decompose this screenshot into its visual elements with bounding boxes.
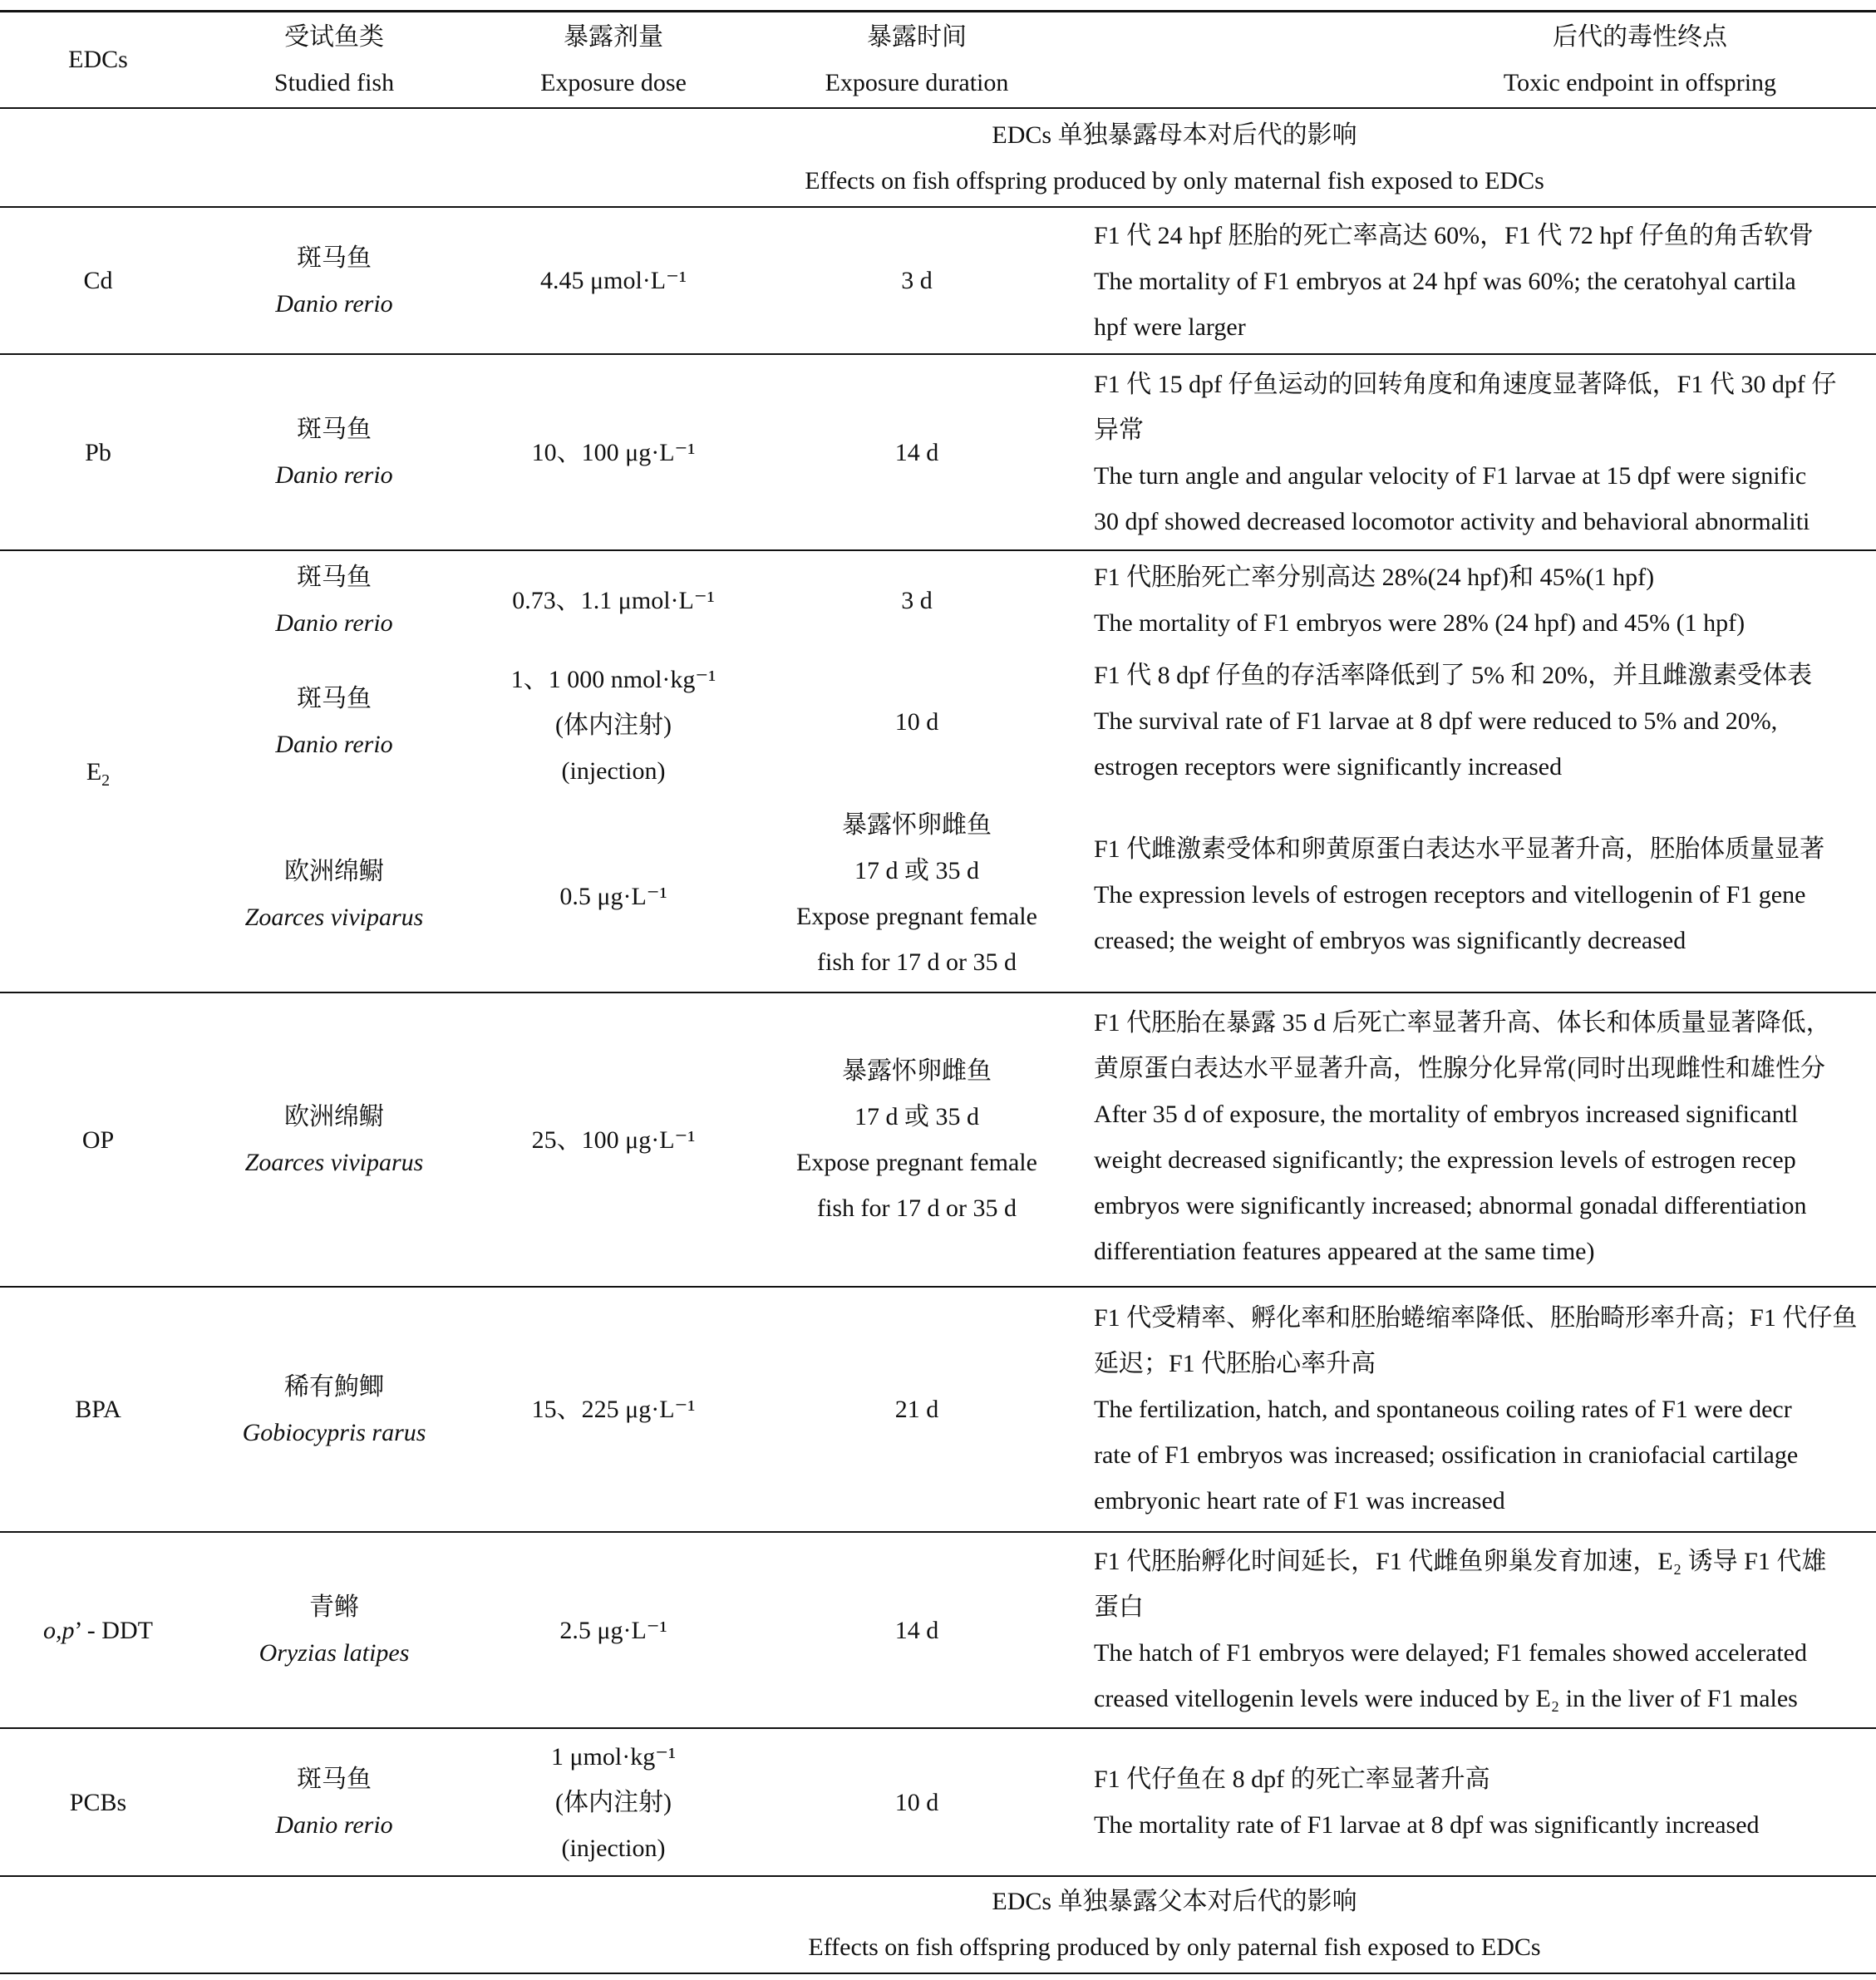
header-bottom-rule: [0, 107, 1876, 109]
row-rule-pb: [0, 549, 1876, 551]
table-bottom-rule: [0, 1973, 1876, 1974]
e2c-endpoint: F1 代雌激素受体和卵黄原蛋白表达水平显著升高，胚胎体质量显著 The expression levels of estrogen receptors and vitellogenin of F1 gene creased; the weight of embryos was significantly decreased: [1094, 835, 1825, 954]
header-edcs: EDCs: [68, 46, 128, 73]
pcbs-dose: 1 μmol·kg⁻¹ (体内注射) (injection): [550, 1742, 677, 1862]
header-studied-fish: 受试鱼类 Studied fish: [273, 23, 395, 96]
bpa-duration: 21 d: [894, 1396, 939, 1423]
header-exposure-dose: 暴露剂量 Exposure dose: [540, 23, 687, 96]
pcbs-fish: 斑马鱼 Danio rerio: [275, 1766, 393, 1839]
pcbs-endpoint: F1 代仔鱼在 8 dpf 的死亡率显著升高 The mortality rate of F1 larvae at 8 dpf was significantly increased: [1094, 1766, 1760, 1839]
op-fish: 欧洲绵鳚 Zoarces viviparus: [244, 1103, 424, 1176]
op-dose: 25、100 μg·L⁻¹: [531, 1125, 696, 1154]
section-paternal-heading: EDCs 单独暴露父本对后代的影响 Effects on fish offspring produced by only paternal fish exposed to EDCs: [808, 1888, 1541, 1961]
ddt-duration: 14 d: [894, 1616, 939, 1644]
pb-endpoint: F1 代 15 dpf 仔鱼运动的回转角度和角速度显著降低，F1 代 30 dpf 仔 异常 The turn angle and angular velocity of F1 larvae at 15 dpf were signific 30 dpf showed decreased locomotor activity and behavioral abnormaliti: [1094, 371, 1837, 535]
e2a-endpoint: F1 代胚胎死亡率分别高达 28%(24 hpf)和 45%(1 hpf) The mortality of F1 embryos were 28% (24 hpf) and 45% (1 hpf): [1094, 564, 1746, 637]
cd-dose: 4.45 μmol·L⁻¹: [540, 267, 687, 294]
op-duration: 暴露怀卵雌鱼 17 d 或 35 d Expose pregnant female fish for 17 d or 35 d: [796, 1057, 1037, 1222]
e2c-dose: 0.5 μg·L⁻¹: [559, 883, 667, 910]
pcbs-duration: 10 d: [894, 1788, 939, 1816]
header-toxic-endpoint: 后代的毒性终点 Toxic endpoint in offspring: [1503, 23, 1777, 96]
e2a-dose: 0.73、1.1 μmol·L⁻¹: [512, 587, 715, 614]
header-exposure-duration: 暴露时间 Exposure duration: [825, 23, 1009, 96]
pb-edc: Pb: [85, 438, 111, 466]
pb-fish: 斑马鱼 Danio rerio: [275, 416, 393, 489]
e2-edc: $E_2$: [86, 757, 111, 790]
cd-duration: 3 d: [901, 267, 933, 294]
ddt-endpoint: F1 代胚胎孵化时间延长，F1 代雌鱼卵巢发育加速，E₂ 诱导 F1 代雄 蛋白 The hatch of F1 embryos were delayed; F1 females showed accelerated creased vitellogenin levels were induced by E₂ in the liver of F1 males: [1094, 1548, 1827, 1712]
ddt-dose: 2.5 μg·L⁻¹: [559, 1616, 667, 1644]
cd-fish: 斑马鱼 Danio rerio: [275, 244, 393, 318]
bpa-endpoint: F1 代受精率、孵化率和胚胎蜷缩率降低、胚胎畸形率升高；F1 代仔鱼 延迟；F1 代胚胎心率升高 The fertilization, hatch, and spontaneous coiling rates of F1 were decr rate of F1 embryos was increased; ossification in craniofacial cartilage embryonic heart rate of F1 was increased: [1094, 1304, 1858, 1515]
pcbs-edc: PCBs: [69, 1788, 127, 1816]
bpa-dose: 15、225 μg·L⁻¹: [531, 1396, 696, 1423]
op-endpoint: F1 代胚胎在暴露 35 d 后死亡率显著升高、体长和体质量显著降低， 黄原蛋白表达水平显著升高，性腺分化异常(同时出现雌性和雄性分 After 35 d of exposure, the mortality of embryos increased significantl weight decreased significantly; the expression levels of estrogen recep embryos were significantly increased; abnormal gonadal differentiation differentiation features appeared at the same time): [1094, 1009, 1831, 1265]
cd-endpoint: F1 代 24 hpf 胚胎的死亡率高达 60%，F1 代 72 hpf 仔鱼的角舌软骨 The mortality of F1 embryos at 24 hpf was 60%; the ceratohyal cartila hpf were larger: [1094, 222, 1814, 341]
e2b-fish: 斑马鱼 Danio rerio: [275, 685, 393, 758]
section-maternal-heading: EDCs 单独暴露母本对后代的影响 Effects on fish offspring produced by only maternal fish exposed to EDCs: [805, 121, 1544, 195]
e2a-fish: 斑马鱼 Danio rerio: [275, 564, 393, 637]
pb-duration: 14 d: [894, 438, 939, 466]
op-edc: OP: [81, 1125, 115, 1154]
pb-dose: 10、100 μg·L⁻¹: [531, 438, 696, 466]
ddt-edc: o,p’ - DDT: [43, 1616, 153, 1644]
cd-edc: Cd: [83, 267, 113, 294]
table-top-rule: [0, 10, 1876, 12]
bpa-edc: BPA: [75, 1396, 121, 1423]
bpa-fish: 稀有鮈鲫 Gobiocypris rarus: [242, 1372, 426, 1446]
e2b-duration: 10 d: [894, 708, 939, 736]
ddt-fish: 青鳉 Oryzias latipes: [259, 1593, 410, 1667]
row-rule-pcbs: [0, 1875, 1876, 1877]
e2b-dose: 1、1 000 nmol·kg⁻¹ (体内注射) (injection): [510, 666, 716, 785]
e2c-fish: 欧洲绵鳚 Zoarces viviparus: [244, 858, 424, 931]
e2a-duration: 3 d: [901, 587, 933, 614]
e2c-duration: 暴露怀卵雌鱼 17 d 或 35 d Expose pregnant female fish for 17 d or 35 d: [796, 811, 1037, 976]
e2b-endpoint: F1 代 8 dpf 仔鱼的存活率降低到了 5% 和 20%，并且雌激素受体表 The survival rate of F1 larvae at 8 dpf were reduced to 5% and 20%, estrogen receptors were significantly increased: [1094, 662, 1813, 781]
